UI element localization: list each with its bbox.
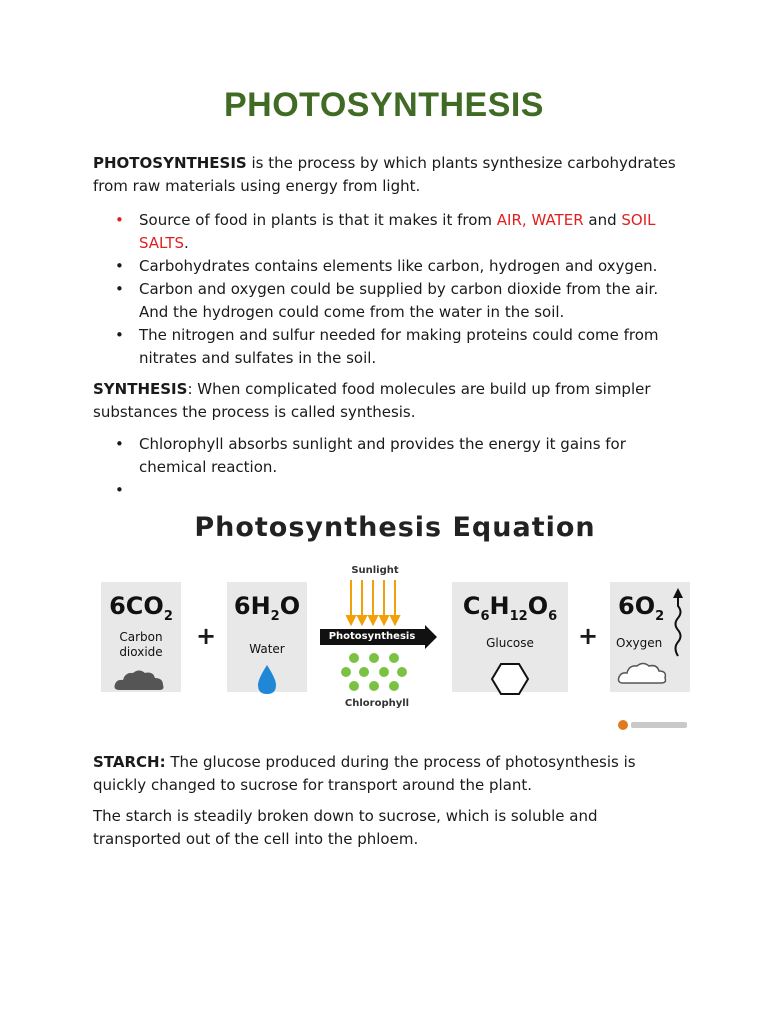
list-item-text: Carbohydrates contains elements like carbon, hydrogen and oxygen. — [139, 257, 658, 275]
hexagon-icon — [490, 661, 530, 697]
bullet-icon: • — [115, 280, 124, 298]
bullet-icon: • — [115, 211, 124, 229]
list-item — [115, 209, 685, 255]
starch-paragraph — [93, 751, 683, 797]
highlight-text: AIR, WATER — [496, 211, 584, 229]
compound-name: Glucose — [486, 635, 534, 650]
synthesis-term: SYNTHESIS — [93, 380, 188, 398]
list-item-text: Chlorophyll absorbs sunlight and provides the energy it gains for chemical reaction. — [139, 435, 626, 476]
source-logo-icon — [617, 718, 697, 732]
synthesis-text: : When complicated food molecules are build up from simpler substances the process is called synthesis. — [93, 380, 651, 421]
compound-name: Carbon dioxide — [119, 629, 163, 659]
intro-paragraph — [93, 152, 683, 198]
water-drop-icon — [252, 663, 282, 697]
formula: $6O_2$ — [618, 592, 665, 624]
list-item-text: The nitrogen and sulfur needed for making proteins could come from nitrates and sulfates in the soil. — [139, 326, 659, 367]
plus-sign: + — [578, 622, 599, 650]
highlight-text: SOIL SALTS — [139, 211, 656, 252]
bullet-icon: • — [115, 435, 124, 453]
rising-arrow-icon — [672, 588, 684, 658]
list-item — [115, 278, 685, 324]
bullet-icon: • — [115, 257, 124, 275]
reactant-water — [227, 582, 307, 692]
chlorophyll-icon — [340, 652, 414, 694]
bullet-list-photosynthesis — [115, 209, 685, 370]
plus-sign: + — [196, 622, 217, 650]
equation-title: Photosynthesis Equation — [194, 512, 596, 543]
sunlight-label: Sunlight — [351, 565, 399, 576]
closing-paragraph: The starch is steadily broken down to sucrose, which is soluble and transported out of the cell into the phloem. — [93, 807, 598, 848]
list-item — [115, 433, 685, 479]
synthesis-paragraph — [93, 378, 683, 424]
list-item-text: Source of food in plants is that it makes it from — [139, 211, 497, 229]
process-label: Photosynthesis — [328, 631, 416, 642]
intro-term: PHOTOSYNTHESIS — [93, 154, 247, 172]
list-item — [115, 255, 685, 278]
list-item — [115, 324, 685, 370]
starch-term: STARCH: — [93, 753, 166, 771]
list-item-text: . — [184, 234, 189, 252]
cloud-outline-icon — [615, 659, 671, 687]
starch-text: The glucose produced during the process of photosynthesis is quickly changed to sucrose for transport around the plant. — [93, 753, 636, 794]
intro-text: is the process by which plants synthesize carbohydrates from raw materials using energy from light. — [93, 154, 676, 195]
list-item-text: and — [583, 211, 622, 229]
bullet-icon: • — [115, 481, 124, 499]
reactant-carbon-dioxide — [101, 582, 181, 692]
compound-name: Oxygen — [616, 635, 663, 650]
list-item-text: Carbon and oxygen could be supplied by carbon dioxide from the air. And the hydrogen could come from the water in the soil. — [139, 280, 659, 321]
formula: $6H_2O$ — [233, 592, 301, 624]
compound-name: Water — [249, 641, 285, 656]
product-oxygen — [610, 582, 690, 692]
page-title: PHOTOSYNTHESIS — [224, 86, 544, 124]
bullet-list-synthesis — [115, 433, 685, 502]
formula: $6CO_2$ — [109, 592, 173, 624]
cloud-icon — [111, 664, 171, 694]
list-item — [115, 479, 685, 502]
sunlight-rays-icon — [345, 580, 405, 626]
chlorophyll-label: Chlorophyll — [344, 698, 410, 709]
product-glucose — [452, 582, 568, 692]
formula: $C_6H_{12}O_6$ — [462, 592, 558, 624]
bullet-icon: • — [115, 326, 124, 344]
